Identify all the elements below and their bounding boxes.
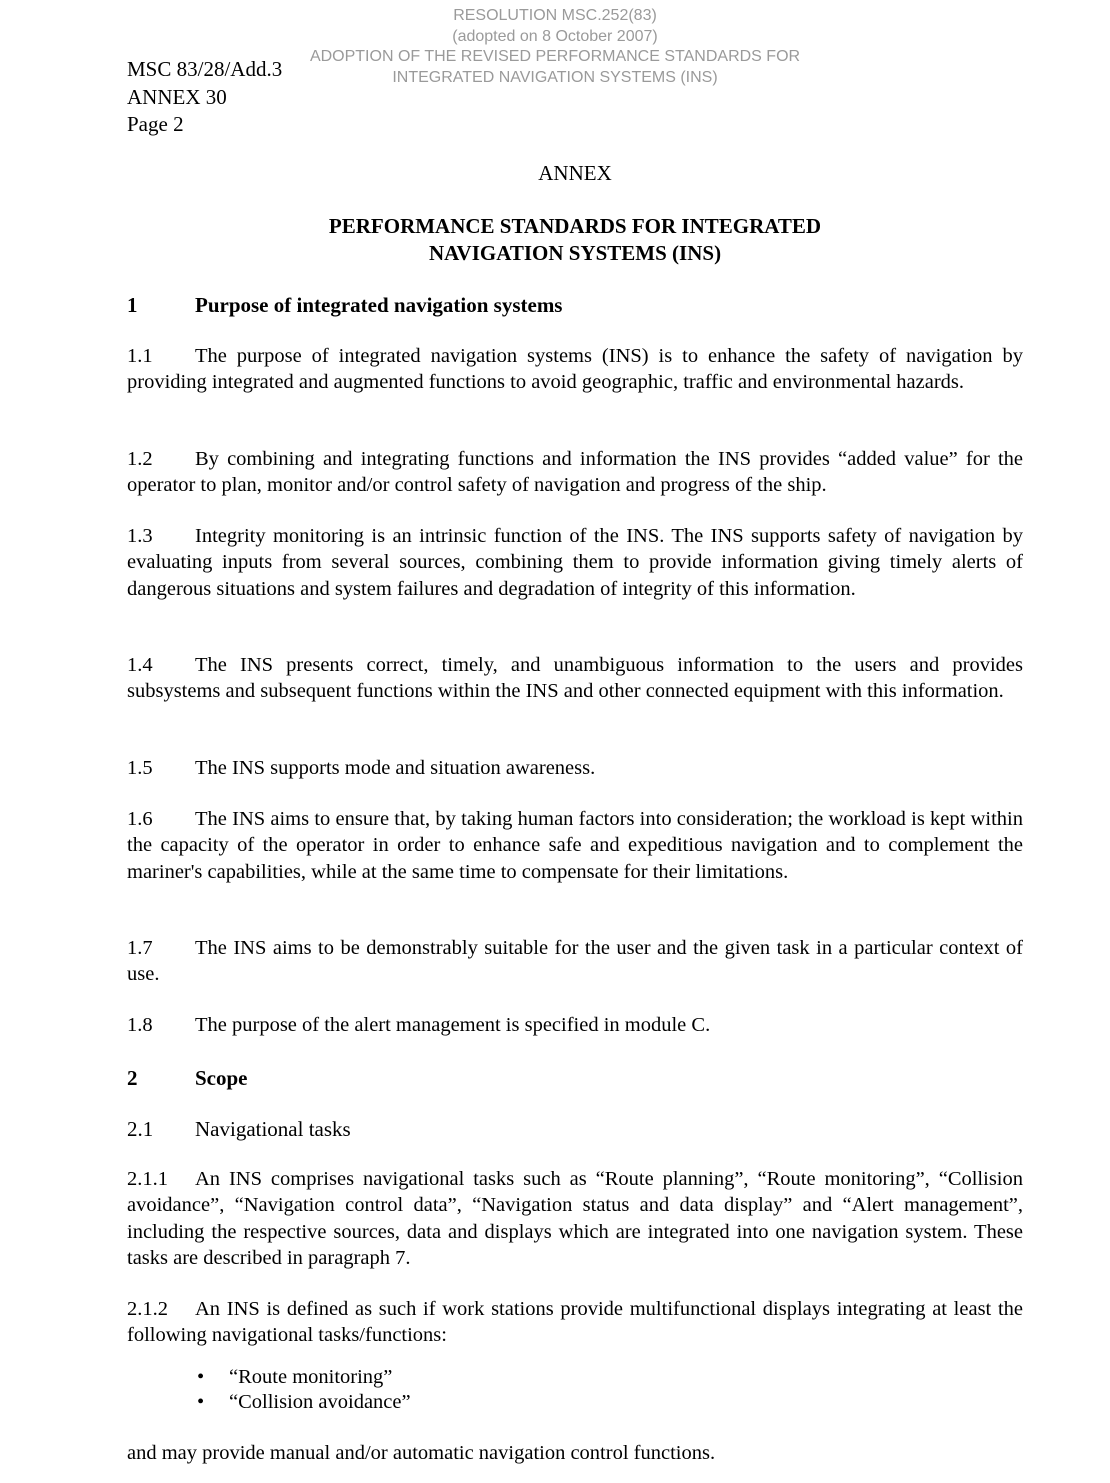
paragraph-1-3: [127, 523, 1023, 602]
paragraph-text: An INS comprises navigational tasks such as “Route planning”, “Route monitoring”, “Collision avoidance”, “Navigation control data”, “Navigation status and data display” and “Alert management”, including the respective sources, data and displays which are integrated into one navigation system. These tasks are described in paragraph 7.: [127, 1168, 1023, 1270]
paragraph-2-1-1: [127, 1166, 1023, 1272]
paragraph-2-1-2: [127, 1296, 1023, 1349]
section-number: 2: [127, 1066, 138, 1090]
subsection-heading-text: Navigational tasks: [195, 1117, 351, 1141]
paragraph-text: By combining and integrating functions and information the INS provides “added value” for the operator to plan, monitor and/or control safety of navigation and progress of the ship.: [127, 448, 1023, 497]
page-number: Page 2: [127, 112, 184, 136]
list-item-text: “Collision avoidance”: [229, 1391, 411, 1413]
watermark-resolution: [290, 6, 820, 88]
section-heading-1: [127, 292, 562, 318]
paragraph-text: The INS presents correct, timely, and unambiguous information to the users and provides subsystems and subsequent functions within the INS and other connected equipment with this information.: [127, 654, 1023, 703]
paragraph-number: 1.8: [127, 1014, 153, 1036]
closing-paragraph: and may provide manual and/or automatic navigation control functions.: [127, 1442, 716, 1464]
paragraph-number: 1.3: [127, 525, 153, 547]
paragraph-1-2: [127, 446, 1023, 499]
paragraph-text: The purpose of integrated navigation systems (INS) is to enhance the safety of navigation by providing integrated and augmented functions to avoid geographic, traffic and environmental hazards.: [127, 345, 1023, 394]
paragraph-number: 1.4: [127, 654, 153, 676]
watermark-line: (adopted on 8 October 2007): [452, 27, 658, 45]
paragraph-1-1: [127, 343, 1023, 396]
paragraph-1-7: [127, 935, 1023, 988]
paragraph-number: 1.5: [127, 757, 153, 779]
paragraph-text: The INS supports mode and situation awareness.: [195, 757, 596, 779]
paragraph-number: 2.1.1: [127, 1168, 168, 1190]
section-number: 1: [127, 293, 138, 317]
annex-number: ANNEX 30: [127, 84, 227, 109]
section-heading-text: Purpose of integrated navigation systems: [195, 293, 563, 317]
page-title: [127, 213, 1023, 267]
annex-label: ANNEX: [538, 161, 612, 185]
page-header: [127, 56, 282, 139]
subsection-number: 2.1: [127, 1117, 154, 1141]
section-heading-2: [127, 1065, 248, 1091]
paragraph-1-4: [127, 652, 1023, 705]
paragraph-number: 2.1.2: [127, 1298, 168, 1320]
bullet-icon: •: [197, 1391, 205, 1413]
paragraph-1-6: [127, 806, 1023, 885]
bullet-list: [193, 1365, 411, 1415]
paragraph-text: The INS aims to ensure that, by taking human factors into consideration; the workload is kept within the capacity of the operator in order to enhance safe and expeditious navigation and to complement the mariner's capabilities, while at the same time to compensate for their limitations.: [127, 808, 1023, 883]
paragraph-number: 1.1: [127, 345, 153, 367]
list-item-text: “Route monitoring”: [229, 1366, 393, 1388]
paragraph-text: Integrity monitoring is an intrinsic function of the INS. The INS supports safety of navigation by evaluating inputs from several sources, combining them to provide information giving timely alerts of dangerous situations and system failures and degradation of integrity of this information.: [127, 525, 1023, 600]
paragraph-text: An INS is defined as such if work stations provide multifunctional displays integrating at least the following navigational tasks/functions:: [127, 1298, 1023, 1347]
list-item: [193, 1365, 411, 1390]
paragraph-text: The INS aims to be demonstrably suitable for the user and the given task in a particular context of use.: [127, 937, 1023, 986]
paragraph-number: 1.7: [127, 937, 153, 959]
paragraph-number: 1.2: [127, 448, 153, 470]
list-item: [193, 1390, 411, 1415]
title-line: NAVIGATION SYSTEMS (INS): [428, 241, 722, 265]
watermark-line: RESOLUTION MSC.252(83): [453, 7, 657, 24]
doc-reference: MSC 83/28/Add.3: [127, 57, 283, 81]
watermark-line: INTEGRATED NAVIGATION SYSTEMS (INS): [392, 68, 718, 86]
paragraph-1-8: [127, 1012, 1023, 1038]
paragraph-number: 1.6: [127, 808, 153, 830]
bullet-icon: •: [197, 1366, 205, 1388]
paragraph-1-5: [127, 755, 1023, 781]
section-heading-text: Scope: [195, 1066, 248, 1090]
paragraph-text: The purpose of the alert management is specified in module C.: [195, 1014, 711, 1036]
title-line: PERFORMANCE STANDARDS FOR INTEGRATED: [328, 214, 822, 238]
subsection-heading-2-1: [127, 1116, 351, 1142]
watermark-line: ADOPTION OF THE REVISED PERFORMANCE STANDARDS FOR: [309, 48, 801, 65]
